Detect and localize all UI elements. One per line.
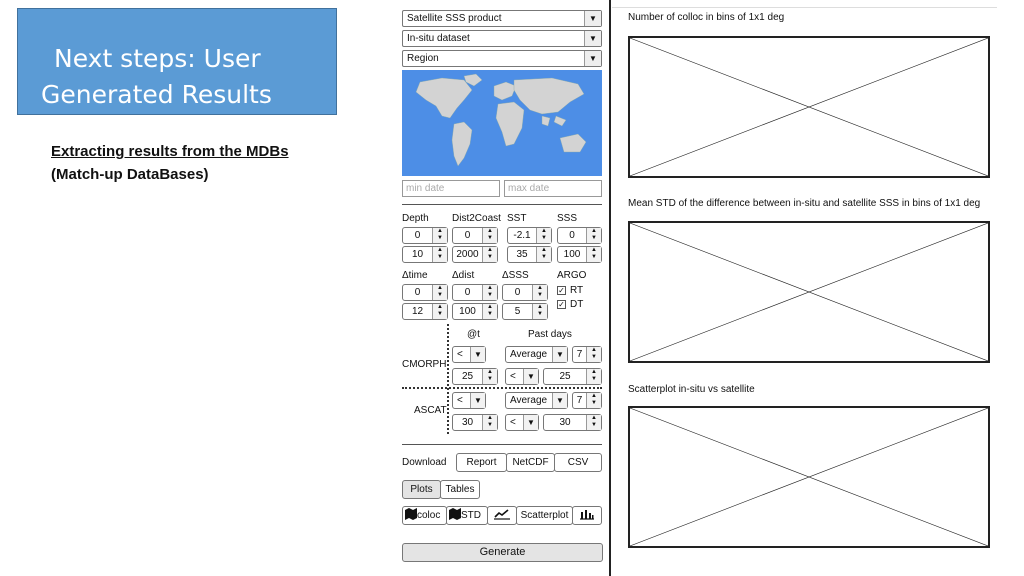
- stepper-arrows-icon[interactable]: ▲ ▼: [482, 247, 497, 262]
- sst-max-stepper[interactable]: [507, 246, 552, 263]
- dsss-max-stepper[interactable]: [502, 303, 548, 320]
- min-date-placeholder: min date: [406, 183, 445, 194]
- plot-line-chart-button[interactable]: [487, 506, 517, 525]
- dtime-max-stepper[interactable]: [402, 303, 448, 320]
- cmorph-op1-select[interactable]: [452, 346, 486, 363]
- sss-min-value: 0: [569, 230, 575, 241]
- world-map-icon: [402, 70, 602, 176]
- ascat-value1: 30: [461, 417, 474, 428]
- ddist-max-stepper[interactable]: [452, 303, 498, 320]
- stepper-arrows-icon[interactable]: ▲ ▼: [432, 247, 447, 262]
- ascat-days-stepper[interactable]: [572, 392, 602, 409]
- stepper-arrows-icon[interactable]: ▲ ▼: [532, 285, 547, 300]
- ascat-op2-value: <: [510, 417, 516, 428]
- dtime-max-value: 12: [411, 306, 424, 317]
- stepper-arrows-icon[interactable]: ▲ ▼: [482, 369, 497, 384]
- ascat-op2-select[interactable]: [505, 414, 539, 431]
- plot3-title: Scatterplot in-situ vs satellite: [628, 384, 755, 395]
- ascat-value2: 30: [559, 417, 571, 428]
- panel-separator: [609, 0, 611, 576]
- stepper-arrows-icon[interactable]: ▲ ▼: [586, 415, 601, 430]
- cmorph-value2: 25: [559, 371, 571, 382]
- depth-min-stepper[interactable]: [402, 227, 448, 244]
- stepper-arrows-icon[interactable]: ▲ ▼: [586, 247, 601, 262]
- region-map[interactable]: [402, 70, 602, 176]
- cmorph-agg-value: Average: [510, 349, 548, 360]
- ddist-min-value: 0: [464, 287, 471, 298]
- dotted-divider: [402, 387, 602, 389]
- stepper-arrows-icon[interactable]: ▲ ▼: [482, 304, 497, 319]
- tab-tables[interactable]: Tables: [440, 480, 480, 499]
- slide-subtitle-line2: (Match-up DataBases): [51, 166, 209, 183]
- satellite-product-value: Satellite SSS product: [407, 13, 502, 24]
- dist2coast-label: Dist2Coast: [452, 213, 501, 224]
- plot-std-button[interactable]: [446, 506, 488, 525]
- past-days-header: Past days: [528, 329, 572, 340]
- plot-std-label: STD: [461, 510, 481, 521]
- download-netcdf-button[interactable]: NetCDF: [506, 453, 555, 472]
- plot1-placeholder: [628, 36, 990, 178]
- min-date-input[interactable]: [402, 180, 500, 197]
- ascat-agg-value: Average: [510, 395, 548, 406]
- insitu-dataset-select[interactable]: [402, 30, 602, 47]
- chevron-down-icon: ▼: [523, 369, 538, 384]
- plot-coloc-label: coloc: [417, 510, 441, 521]
- ascat-op1-select[interactable]: [452, 392, 486, 409]
- ascat-value1-stepper[interactable]: [452, 414, 498, 431]
- stepper-arrows-icon[interactable]: ▲ ▼: [482, 285, 497, 300]
- satellite-product-select[interactable]: [402, 10, 602, 27]
- dist2coast-min-value: 0: [464, 230, 471, 241]
- cmorph-op2-select[interactable]: [505, 368, 539, 385]
- insitu-dataset-value: In-situ dataset: [407, 33, 470, 44]
- stepper-arrows-icon[interactable]: ▲ ▼: [586, 393, 601, 408]
- ascat-op1-value: <: [457, 395, 463, 406]
- ddist-min-stepper[interactable]: [452, 284, 498, 301]
- chevron-down-icon: ▼: [470, 393, 485, 408]
- ascat-value2-stepper[interactable]: [543, 414, 602, 431]
- divider: [402, 204, 602, 205]
- plot-coloc-button[interactable]: [402, 506, 447, 525]
- slide-title-line1: Next steps: User: [54, 44, 261, 73]
- plot3-placeholder: [628, 406, 990, 548]
- ascat-days-value: 7: [576, 395, 583, 406]
- download-label: Download: [402, 457, 447, 468]
- chevron-down-icon: ▼: [470, 347, 485, 362]
- chevron-down-icon: ▼: [584, 31, 601, 46]
- divider: [402, 444, 602, 445]
- stepper-arrows-icon[interactable]: ▲ ▼: [482, 415, 497, 430]
- argo-rt-label: RT: [570, 285, 584, 296]
- dist2coast-max-stepper[interactable]: [452, 246, 498, 263]
- dtime-min-value: 0: [414, 287, 421, 298]
- dtime-min-stepper[interactable]: [402, 284, 448, 301]
- sss-label: SSS: [557, 213, 578, 224]
- map-icon: [449, 508, 461, 520]
- sss-min-stepper[interactable]: [557, 227, 602, 244]
- chevron-down-icon: ▼: [552, 347, 567, 362]
- ascat-label: ASCAT: [414, 405, 447, 416]
- plot2-placeholder: [628, 221, 990, 363]
- argo-label: ARGO: [557, 270, 587, 281]
- cmorph-value1-stepper[interactable]: [452, 368, 498, 385]
- dsss-min-stepper[interactable]: [502, 284, 548, 301]
- max-date-placeholder: max date: [508, 183, 550, 194]
- dsss-max-value: 5: [514, 306, 521, 317]
- line-chart-icon: [493, 508, 511, 520]
- chevron-down-icon: ▼: [523, 415, 538, 430]
- cmorph-op1-value: <: [457, 349, 463, 360]
- chevron-down-icon: ▼: [584, 51, 601, 66]
- region-select[interactable]: [402, 50, 602, 67]
- placeholder-cross-icon: [630, 408, 988, 546]
- sst-min-stepper[interactable]: [507, 227, 552, 244]
- cmorph-days-stepper[interactable]: [572, 346, 602, 363]
- dsss-label: ΔSSS: [502, 270, 529, 281]
- sst-label: SST: [507, 213, 527, 224]
- divider: [612, 7, 997, 8]
- plot-scatterplot-button[interactable]: Scatterplot: [516, 506, 573, 525]
- map-icon: [405, 508, 417, 520]
- sst-max-value: 35: [516, 249, 528, 260]
- argo-dt-label: DT: [570, 299, 584, 310]
- argo-rt-checkbox[interactable]: ✓: [558, 286, 565, 295]
- dist2coast-max-value: 2000: [456, 249, 479, 260]
- depth-label: Depth: [402, 213, 429, 224]
- tab-plots[interactable]: Plots: [402, 480, 441, 499]
- stepper-arrows-icon[interactable]: ▲ ▼: [586, 369, 601, 384]
- stepper-arrows-icon[interactable]: ▲ ▼: [532, 304, 547, 319]
- dist2coast-min-stepper[interactable]: [452, 227, 498, 244]
- stepper-arrows-icon[interactable]: ▲ ▼: [432, 285, 447, 300]
- bar-chart-icon: [579, 508, 595, 520]
- region-value: Region: [407, 53, 439, 64]
- stepper-arrows-icon[interactable]: ▲ ▼: [482, 228, 497, 243]
- generate-button[interactable]: Generate: [402, 543, 603, 562]
- download-csv-button[interactable]: CSV: [554, 453, 602, 472]
- plot2-title: Mean STD of the difference between in-situ and satellite SSS in bins of 1x1 deg: [628, 198, 981, 209]
- stepper-arrows-icon[interactable]: ▲ ▼: [586, 347, 601, 362]
- cmorph-days-value: 7: [576, 349, 583, 360]
- dotted-divider: [447, 324, 449, 434]
- depth-max-value: 10: [411, 249, 424, 260]
- plot1-title: Number of colloc in bins of 1x1 deg: [628, 12, 785, 23]
- cmorph-op2-value: <: [510, 371, 516, 382]
- argo-dt-checkbox[interactable]: ✓: [558, 300, 565, 309]
- sst-min-value: -2.1: [513, 230, 531, 241]
- sss-max-stepper[interactable]: [557, 246, 602, 263]
- cmorph-value1: 25: [461, 371, 474, 382]
- placeholder-cross-icon: [630, 223, 988, 361]
- depth-min-value: 0: [414, 230, 421, 241]
- stepper-arrows-icon[interactable]: ▲ ▼: [536, 247, 551, 262]
- placeholder-cross-icon: [630, 38, 988, 176]
- ascat-agg-select[interactable]: [505, 392, 568, 409]
- cmorph-value2-stepper[interactable]: [543, 368, 602, 385]
- slide-subtitle-line1: Extracting results from the MDBs: [51, 143, 289, 160]
- stepper-arrows-icon[interactable]: ▲ ▼: [432, 304, 447, 319]
- sss-max-value: 100: [563, 249, 581, 260]
- ddist-max-value: 100: [459, 306, 476, 317]
- chevron-down-icon: ▼: [552, 393, 567, 408]
- slide-title-line2: Generated Results: [41, 80, 272, 109]
- at-t-header: @t: [467, 329, 480, 340]
- cmorph-agg-select[interactable]: [505, 346, 568, 363]
- chevron-down-icon: ▼: [584, 11, 601, 26]
- depth-max-stepper[interactable]: [402, 246, 448, 263]
- dsss-min-value: 0: [514, 287, 521, 298]
- download-report-button[interactable]: Report: [456, 453, 507, 472]
- stepper-arrows-icon[interactable]: ▲ ▼: [536, 228, 551, 243]
- slide-title-box: [17, 8, 337, 115]
- plot-bar-chart-button[interactable]: [572, 506, 602, 525]
- ddist-label: Δdist: [452, 270, 475, 281]
- dtime-label: Δtime: [402, 270, 428, 281]
- max-date-input[interactable]: [504, 180, 602, 197]
- stepper-arrows-icon[interactable]: ▲ ▼: [586, 228, 601, 243]
- stepper-arrows-icon[interactable]: ▲ ▼: [432, 228, 447, 243]
- cmorph-label: CMORPH: [402, 359, 447, 370]
